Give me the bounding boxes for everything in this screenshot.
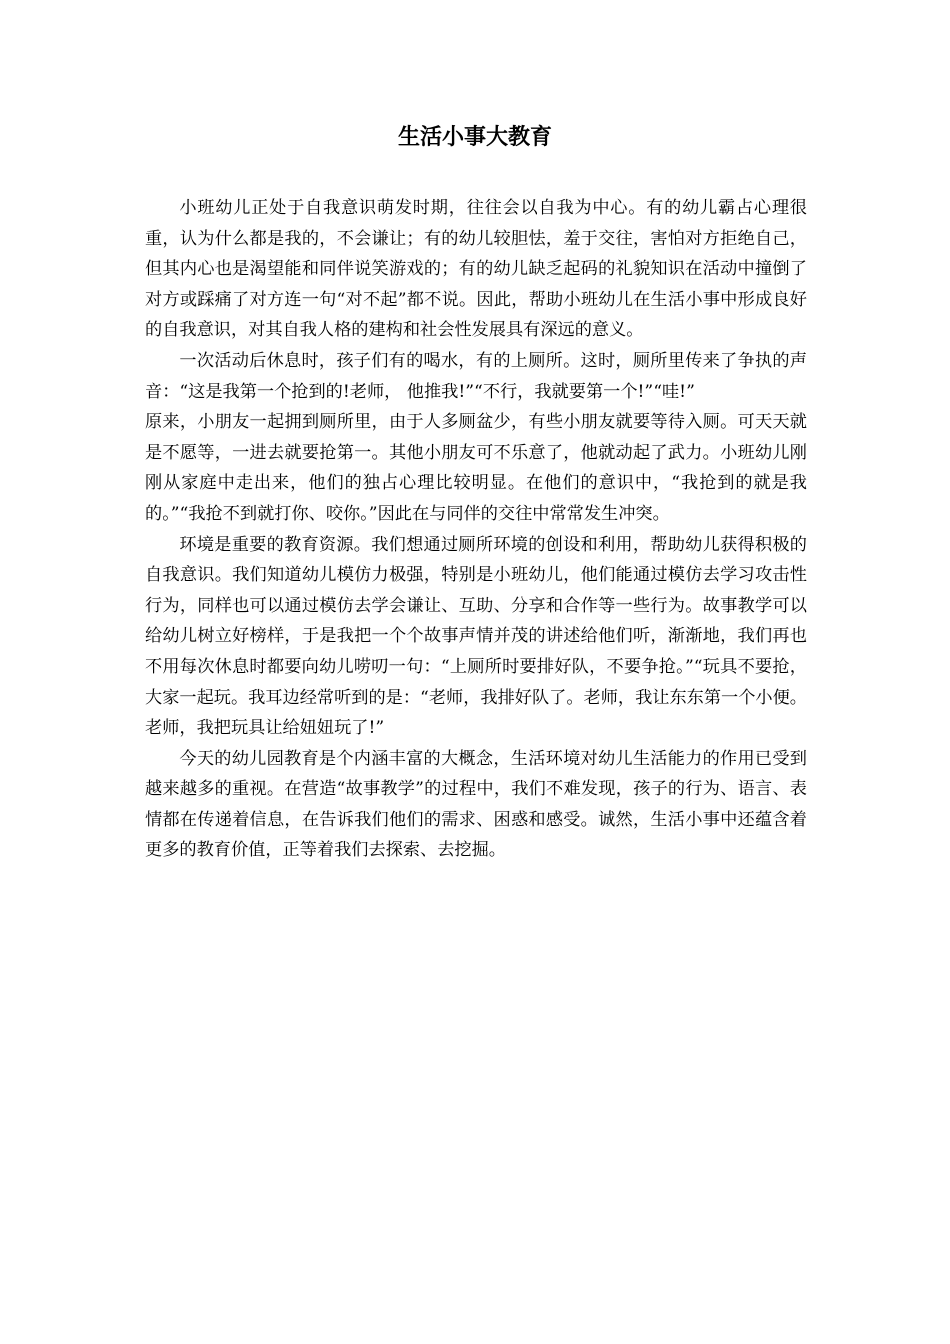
document-title: 生活小事大教育 <box>397 125 552 150</box>
paragraph-3: 原来，小朋友一起拥到厕所里，由于人多厕盆少，有些小朋友就要等待入厕。可天天就是不愿等，一进去就要抢第一。其他小朋友可不乐意了，他就动起了武力。小班幼儿刚刚从家庭中走出来，他们的独占心理比较明显。在他们的意识中，“我抢到的就是我的。”“我抢不到就打你、咬你。”因此在与同伴的交往中常常发生冲突。 <box>145 412 807 524</box>
document-body <box>145 193 807 866</box>
paragraph-4: 环境是重要的教育资源。我们想通过厕所环境的创设和利用，帮助幼儿获得积极的自我意识。我们知道幼儿模仿力极强，特别是小班幼儿，他们能通过模仿去学习攻击性行为，同样也可以通过模仿去学会谦让、互助、分享和合作等一些行为。故事教学可以给幼儿树立好榜样，于是我把一个个故事声情并茂的讲述给他们听，渐渐地，我们再也不用每次休息时都要向幼儿唠叨一句：“上厕所时要排好队，不要争抢。”“玩具不要抢，大家一起玩。我耳边经常听到的是：“老师，我排好队了。老师，我让东东第一个小便。老师，我把玩具让给妞妞玩了!” <box>145 534 807 739</box>
paragraph-1: 小班幼儿正处于自我意识萌发时期，往往会以自我为中心。有的幼儿霸占心理很重，认为什么都是我的，不会谦让；有的幼儿较胆怯，羞于交往，害怕对方拒绝自己，但其内心也是渴望能和同伴说笑游戏的；有的幼儿缺乏起码的礼貌知识在活动中撞倒了对方或踩痛了对方连一句“对不起”都不说。因此，帮助小班幼儿在生活小事中形成良好的自我意识，对其自我人格的建构和社会性发展具有深远的意义。 <box>145 198 807 341</box>
paragraph-5: 今天的幼儿园教育是个内涵丰富的大概念，生活环境对幼儿生活能力的作用已受到越来越多的重视。在营造“故事教学”的过程中，我们不难发现，孩子的行为、语言、表情都在传递着信息，在告诉我们他们的需求、困惑和感受。诚然，生活小事中还蕴含着更多的教育价值，正等着我们去探索、去挖掘。 <box>145 748 807 861</box>
paragraph-2: 一次活动后休息时，孩子们有的喝水，有的上厕所。这时，厕所里传来了争执的声音：“这是我第一个抢到的!老师， 他推我!”“不行，我就要第一个!”“哇!” <box>145 350 807 402</box>
